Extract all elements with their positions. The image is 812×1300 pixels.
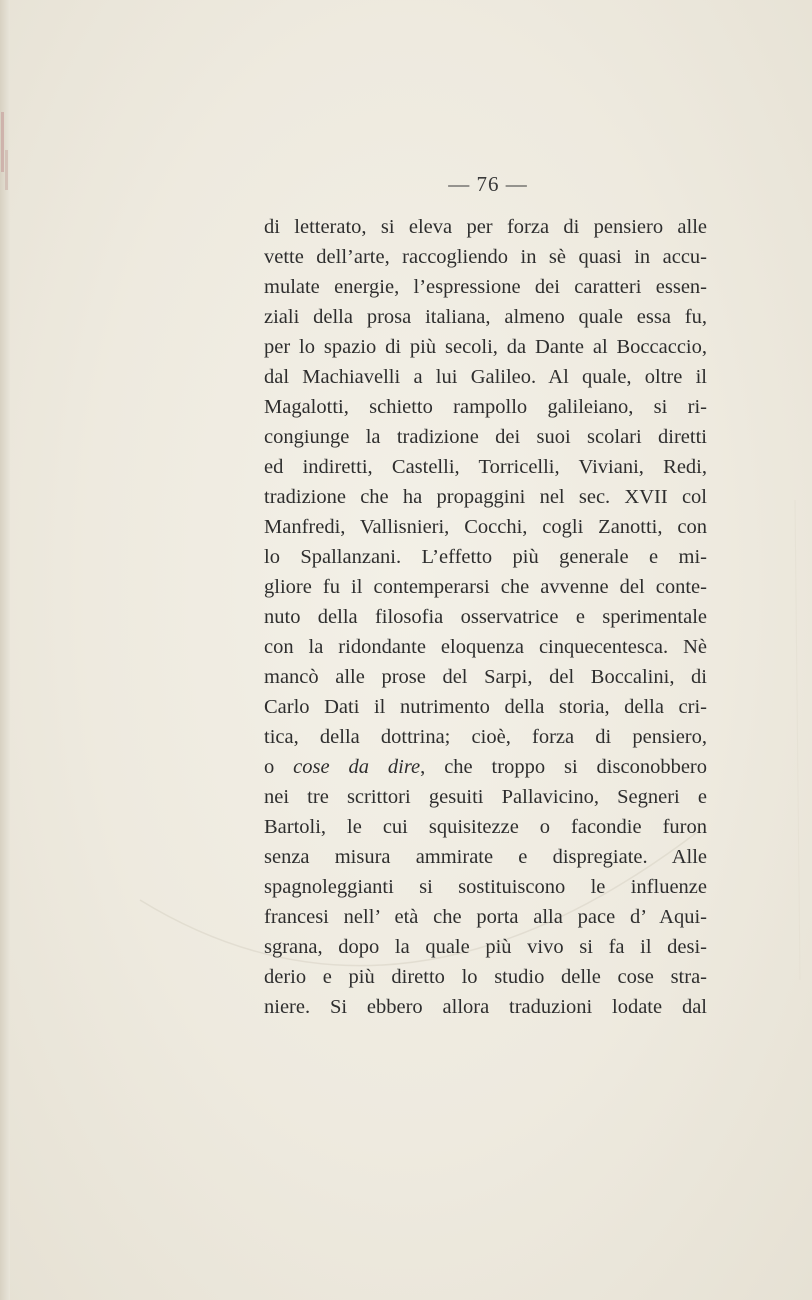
italic-phrase: cose da dire [293, 756, 421, 778]
text-line: nei tre scrittori gesuiti Pallavicino, Segneri e [264, 786, 707, 808]
text-line: mancò alle prose del Sarpi, del Boccalini, di [264, 666, 707, 688]
text-line: congiunge la tradizione dei suoi scolari diretti [264, 426, 707, 448]
text-line: vette dell’arte, raccogliendo in sè quasi in accu- [264, 246, 707, 268]
text-line: niere. Si ebbero allora traduzioni lodate dal [264, 996, 707, 1018]
text-line: spagnoleggianti si sostituiscono le influenze [264, 876, 707, 898]
binding-stain [1, 112, 4, 172]
text-line: di letterato, si eleva per forza di pensiero alle [264, 216, 707, 238]
text-line: nuto della filosofia osservatrice e sperimentale [264, 606, 707, 628]
text-line: lo Spallanzani. L’effetto più generale e mi- [264, 546, 707, 568]
text-line: Manfredi, Vallisnieri, Cocchi, cogli Zanotti, con [264, 516, 707, 538]
text-line: francesi nell’ età che porta alla pace d’ Aqui- [264, 906, 707, 928]
text-line: tica, della dottrina; cioè, forza di pensiero, [264, 726, 707, 748]
text-line: sgrana, dopo la quale più vivo si fa il desi- [264, 936, 707, 958]
text-line: per lo spazio di più secoli, da Dante al Boccaccio, [264, 336, 707, 358]
text-line: Magalotti, schietto rampollo galileiano, si ri- [264, 396, 707, 418]
text-line: gliore fu il contemperarsi che avvenne del conte- [264, 576, 707, 598]
text-line: con la ridondante eloquenza cinquecentesca. Nè [264, 636, 707, 658]
text-line-with-italic [264, 752, 707, 782]
text-line: senza misura ammirate e dispregiate. Alle [264, 846, 707, 868]
text-line: mulate energie, l’espressione dei caratteri essen- [264, 276, 707, 298]
page-number: — 76 — [448, 172, 528, 196]
text-line: ziali della prosa italiana, almeno quale essa fu, [264, 306, 707, 328]
text-line: Bartoli, le cui squisitezze o facondie furon [264, 816, 707, 838]
text-line: tradizione che ha propaggini nel sec. XVII col [264, 486, 707, 508]
text-fragment: o [264, 756, 294, 778]
text-line: derio e più diretto lo studio delle cose stra- [264, 966, 707, 988]
text-fragment: , che troppo si disconobbero [420, 756, 707, 778]
text-line: ed indiretti, Castelli, Torricelli, Viviani, Redi, [264, 456, 707, 478]
body-text [264, 212, 707, 1022]
text-line: Carlo Dati il nutrimento della storia, della cri- [264, 696, 707, 718]
text-line: dal Machiavelli a lui Galileo. Al quale, oltre il [264, 366, 707, 388]
